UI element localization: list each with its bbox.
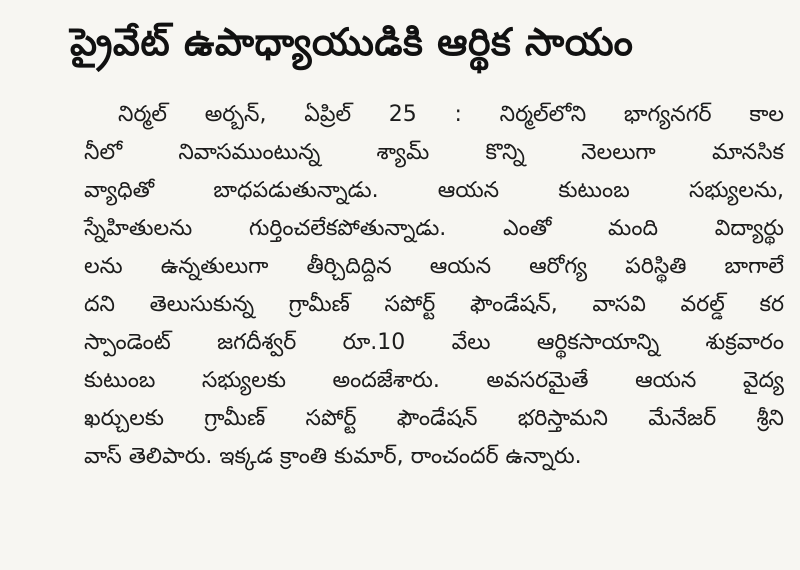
article-line: నిర్మల్ అర్బన్, ఏప్రిల్ 25 : నిర్మల్‌లోని భాగ్యనగర్ కాల — [118, 102, 784, 127]
article-line: లను ఉన్నతులుగా తీర్చిదిద్దిన ఆయన ఆరోగ్య పరిస్థితి బాగాలే — [84, 254, 784, 279]
article-body — [84, 96, 784, 476]
article-line: నీలో నివాసముంటున్న శ్యామ్ కొన్ని నెలలుగా మానసిక — [84, 140, 784, 165]
article-line: వాస్ తెలిపారు. ఇక్కడ క్రాంతి కుమార్, రాంచందర్ ఉన్నారు. — [84, 444, 582, 469]
article-line: కుటుంబ సభ్యులకు అందజేశారు. అవసరమైతే ఆయన వైద్య — [84, 368, 784, 393]
article-line: స్పాండెంట్ జగదీశ్వర్ రూ.10 వేలు ఆర్థికసాయాన్ని శుక్రవారం — [84, 330, 784, 355]
article-line: స్నేహితులను గుర్తించలేకపోతున్నాడు. ఎంతో మంది విద్యార్థు — [84, 216, 784, 241]
article-line: వ్యాధితో బాధపడుతున్నాడు. ఆయన కుటుంబ సభ్యులను, — [84, 178, 784, 203]
headline: ప్రైవేట్ ఉపాధ్యాయుడికి ఆర్థిక సాయం — [70, 20, 634, 64]
article-line: ఖర్చులకు గ్రామీణ్ సపోర్ట్ ఫౌండేషన్ భరిస్తామని మేనేజర్ శ్రీని — [84, 406, 784, 431]
article-line: దని తెలుసుకున్న గ్రామీణ్ సపోర్ట్ ఫౌండేషన్, వాసవి వరల్డ్ కర — [84, 292, 784, 317]
